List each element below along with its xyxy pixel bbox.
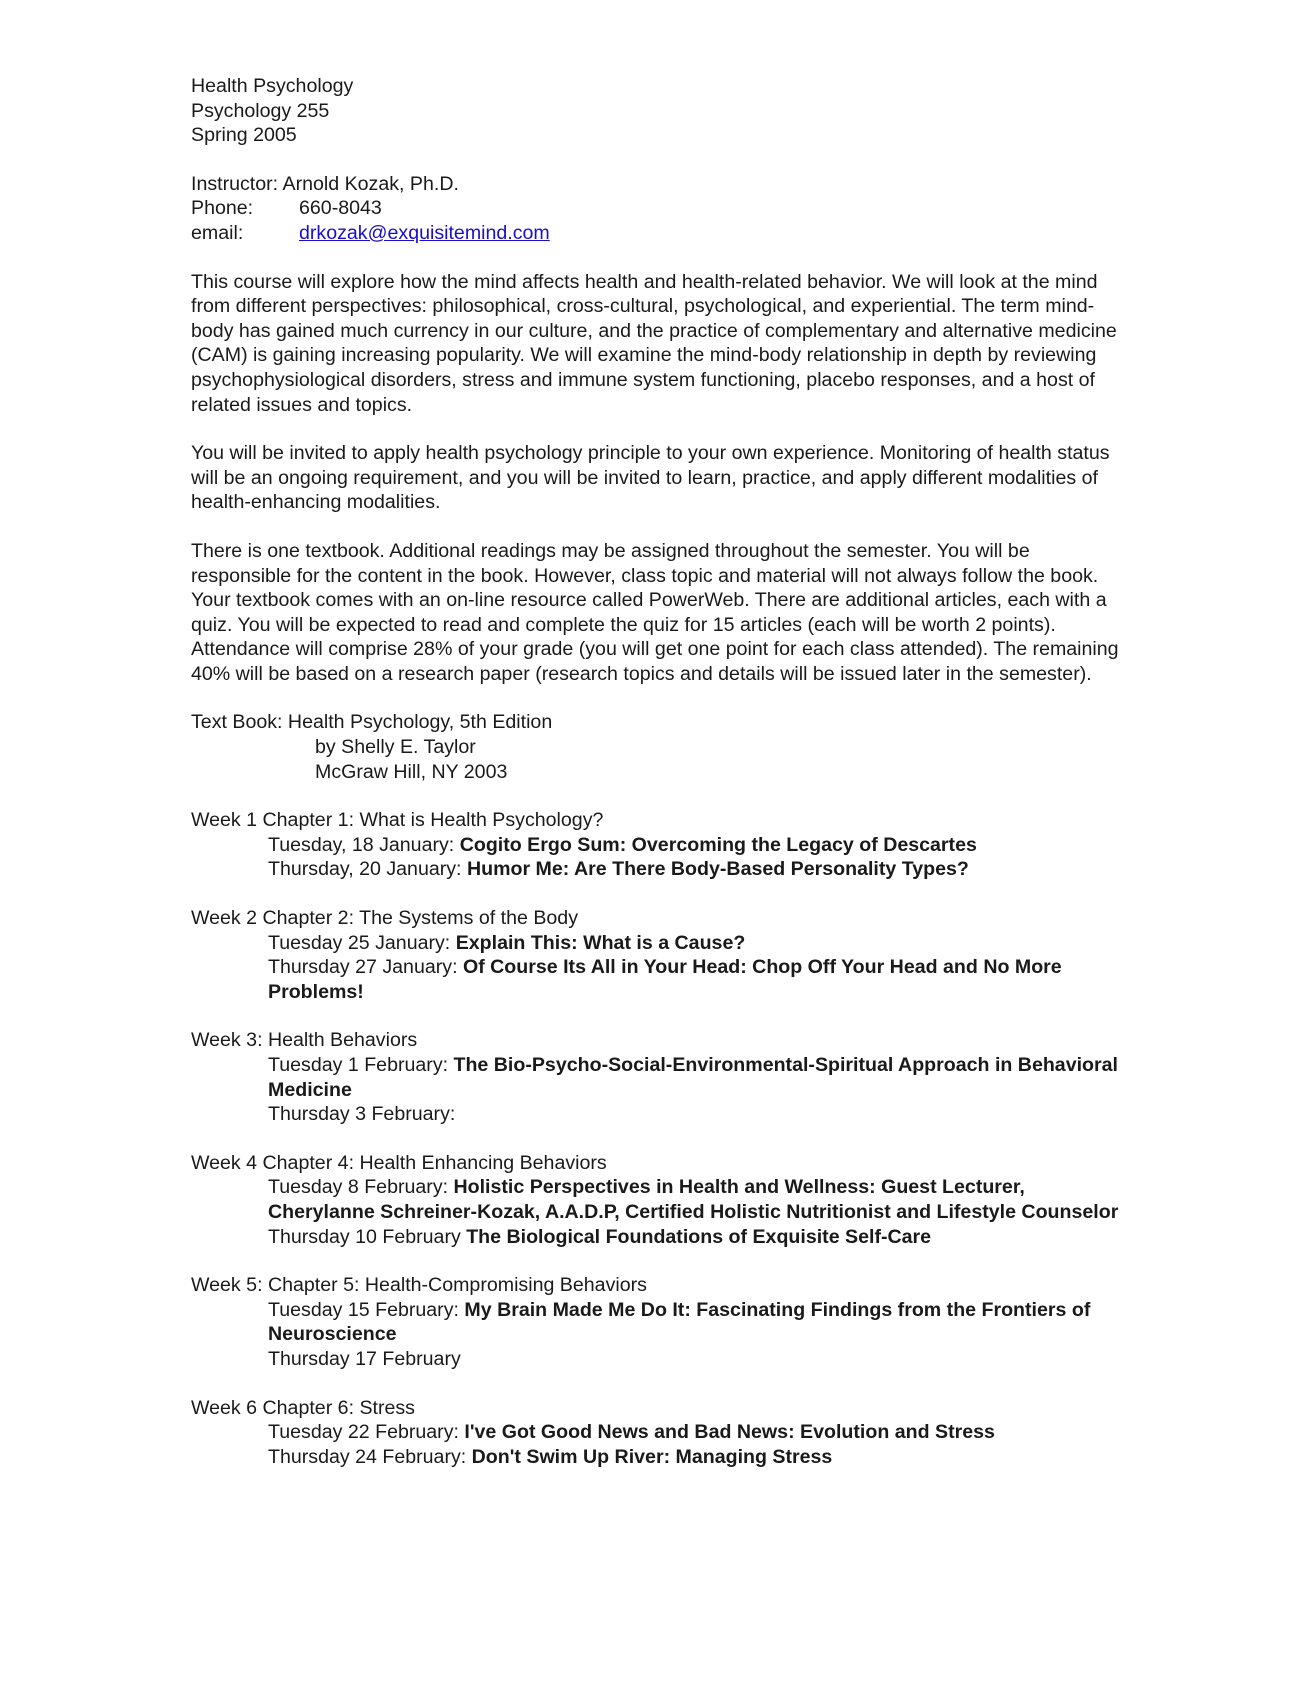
phone-label: Phone: <box>191 197 254 220</box>
session-topic: Of Course Its All in Your Head: Chop Off Your Head and No More Problems! <box>268 956 1062 1003</box>
session-line <box>191 1347 1121 1372</box>
session-date: Tuesday 8 February: <box>268 1176 454 1199</box>
session-line <box>191 1102 1121 1127</box>
syllabus-page <box>191 74 1121 1469</box>
email-link[interactable]: drkozak@exquisitemind.com <box>299 221 550 244</box>
instructor-label: Instructor: <box>191 172 279 195</box>
session-topic: Humor Me: Are There Body-Based Personality Types? <box>466 858 969 881</box>
week-title: Week 6 Chapter 6: Stress <box>191 1396 415 1419</box>
textbook-title: Text Book: Health Psychology, 5th Edition <box>191 711 553 734</box>
textbook-author: by Shelly E. Taylor <box>315 736 476 759</box>
spacer <box>191 1372 1121 1396</box>
week-title: Week 5: Chapter 5: Health-Compromising Behaviors <box>191 1274 647 1297</box>
session-date: Thursday, 20 January: <box>268 858 467 881</box>
session-line <box>191 1298 1121 1347</box>
session-date: Thursday 17 February <box>268 1347 461 1370</box>
session-line <box>191 1225 1121 1250</box>
textbook-publisher: McGraw Hill, NY 2003 <box>315 760 508 783</box>
weekly-schedule <box>191 784 1121 1469</box>
application-paragraph: You will be invited to apply health psychology principle to your own experience. Monitoring of health status will be an ongoing requirement, and you will be invited to learn, practice, and apply different modalities of health-enhancing modalities. <box>191 442 1110 514</box>
session-date: Tuesday, 18 January: <box>268 833 460 856</box>
course-description-paragraph: This course will explore how the mind affects health and health-related behavior. We will look at the mind from different perspectives: philosophical, cross-cultural, psychological, and experiential. The term mind-body has gained much currency in our culture, and the practice of complementary and alternative medicine (CAM) is gaining increasing popularity. We will examine the mind-body relationship in depth by reviewing psychophysiological disorders, stress and immune system functioning, placebo responses, and a host of related issues and topics. <box>191 270 1117 416</box>
session-date: Tuesday 22 February: <box>268 1421 465 1444</box>
instructor-name: Arnold Kozak, Ph.D. <box>282 172 459 195</box>
session-date: Thursday 10 February <box>268 1225 467 1248</box>
spacer <box>191 515 1121 539</box>
instructor-line <box>191 172 1121 197</box>
week-block <box>191 808 1121 882</box>
session-line <box>191 857 1121 882</box>
session-line <box>191 833 1121 858</box>
spacer <box>191 1004 1121 1028</box>
phone-value: 660-8043 <box>299 197 382 220</box>
week-block <box>191 1151 1121 1249</box>
week-title: Week 1 Chapter 1: What is Health Psychology? <box>191 809 604 832</box>
week-block <box>191 1028 1121 1126</box>
email-line <box>191 221 1121 246</box>
spacer <box>191 246 1121 270</box>
session-line <box>191 1445 1121 1470</box>
phone-line <box>191 196 1121 221</box>
week-block <box>191 906 1121 1004</box>
spacer <box>191 148 1121 172</box>
spacer <box>191 417 1121 441</box>
week-title: Week 4 Chapter 4: Health Enhancing Behaviors <box>191 1151 607 1174</box>
spacer <box>191 1127 1121 1151</box>
session-line <box>191 1420 1121 1445</box>
email-label: email: <box>191 221 244 244</box>
session-line <box>191 931 1121 956</box>
spacer <box>191 686 1121 710</box>
week-title: Week 2 Chapter 2: The Systems of the Body <box>191 907 578 930</box>
session-line <box>191 955 1121 1004</box>
course-number: Psychology 255 <box>191 99 330 122</box>
spacer <box>191 784 1121 808</box>
spacer <box>191 1249 1121 1273</box>
session-topic: The Bio-Psycho-Social-Environmental-Spiritual Approach in Behavioral Medicine <box>268 1054 1118 1101</box>
week-block <box>191 1273 1121 1371</box>
session-date: Thursday 3 February: <box>268 1103 456 1126</box>
session-topic: Cogito Ergo Sum: Overcoming the Legacy of Descartes <box>459 833 977 856</box>
session-topic: The Biological Foundations of Exquisite Self-Care <box>466 1225 932 1248</box>
course-name: Health Psychology <box>191 75 354 97</box>
session-date: Thursday 27 January: <box>268 956 463 979</box>
session-topic: Explain This: What is a Cause? <box>455 931 746 954</box>
session-topic: Holistic Perspectives in Health and Wellness: Guest Lecturer, Cherylanne Schreiner-Kozak, A.A.D.P, Certified Holistic Nutritionist and Lifestyle Counselor <box>268 1176 1119 1223</box>
session-date: Tuesday 15 February: <box>268 1298 465 1321</box>
session-date: Thursday 24 February: <box>268 1445 472 1468</box>
session-date: Tuesday 1 February: <box>268 1054 454 1076</box>
grading-paragraph: There is one textbook. Additional readings may be assigned throughout the semester. You will be responsible for the content in the book. However, class topic and material will not always follow the book. Your textbook comes with an on-line resource called PowerWeb. There are additional articles, each with a quiz. You will be expected to read and complete the quiz for 15 articles (each will be worth 2 points). Attendance will comprise 28% of your grade (you will get one point for each class attended). The remaining 40% will be based on a research paper (research topics and details will be issued later in the semester). <box>191 539 1119 685</box>
course-term: Spring 2005 <box>191 124 297 147</box>
session-topic: I've Got Good News and Bad News: Evolution and Stress <box>464 1421 995 1444</box>
spacer <box>191 882 1121 906</box>
session-topic: My Brain Made Me Do It: Fascinating Findings from the Frontiers of Neuroscience <box>268 1298 1091 1346</box>
session-topic: Don't Swim Up River: Managing Stress <box>471 1445 833 1468</box>
session-line <box>191 1053 1121 1102</box>
week-title: Week 3: Health Behaviors <box>191 1029 418 1052</box>
session-date: Tuesday 25 January: <box>268 931 456 954</box>
session-line <box>191 1175 1121 1224</box>
week-block <box>191 1396 1121 1470</box>
